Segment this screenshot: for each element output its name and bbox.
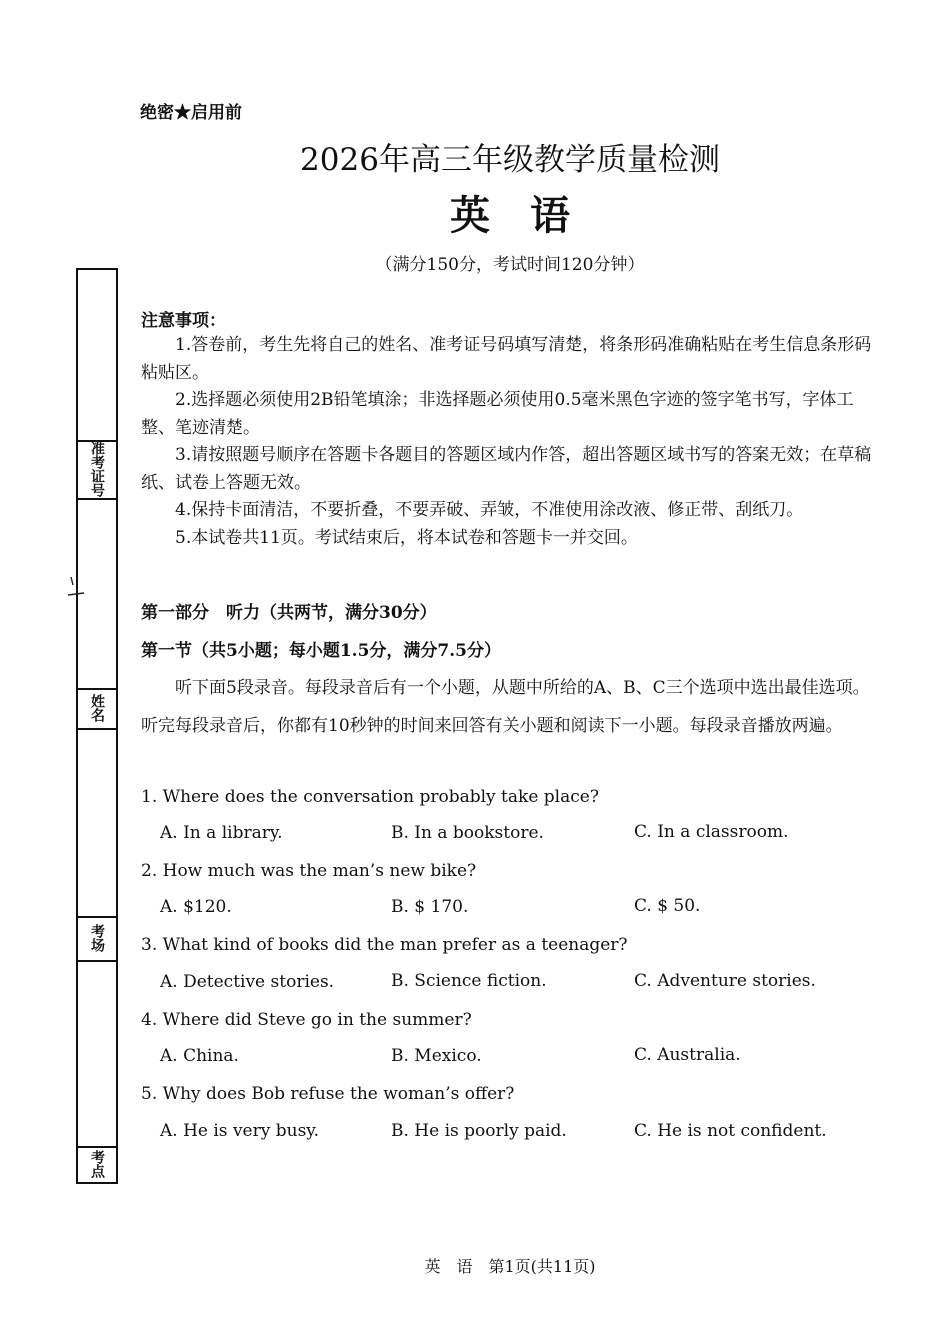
question-text: 2. How much was the man’s new bike?	[141, 861, 477, 881]
option-b: B. He is poorly paid.	[391, 1121, 567, 1141]
pencil-mark	[62, 575, 92, 605]
option-c: C. He is not confident.	[634, 1121, 827, 1141]
note-item: 3.请按照题号顺序在答题卡各题目的答题区域内作答，超出答题区域书写的答案无效；在草稿纸、试卷上答题无效。	[141, 445, 872, 493]
confidential-label: 绝密★启用前	[140, 103, 242, 123]
section-instructions: 听下面5段录音。每段录音后有一个小题，从题中所给的A、B、C三个选项中选出最佳选项。听完每段录音后，你都有10秒钟的时间来回答有关小题和阅读下一小题。每段录音播放两遍。	[141, 678, 870, 736]
option-a: A. He is very busy.	[160, 1121, 320, 1141]
option-c: C. Adventure stories.	[634, 971, 816, 991]
strip-label-exam-id: 准考证号	[89, 441, 105, 497]
notes-list	[141, 332, 881, 552]
strip-label-exam-room: 考场	[89, 924, 105, 952]
note-item: 5.本试卷共11页。考试结束后，将本试卷和答题卡一并交回。	[175, 527, 638, 548]
strip-divider	[78, 960, 116, 962]
option-b: B. Science fiction.	[391, 971, 547, 991]
option-b: B. In a bookstore.	[391, 823, 544, 843]
option-c: C. $ 50.	[634, 896, 701, 916]
question-text: 4. Where did Steve go in the summer?	[141, 1010, 472, 1030]
note-item: 4.保持卡面清洁，不要折叠，不要弄破、弄皱，不准使用涂改液、修正带、刮纸刀。	[175, 500, 804, 520]
option-a: A. Detective stories.	[160, 972, 335, 992]
notes-heading: 注意事项：	[141, 311, 226, 331]
strip-label-name: 姓名	[89, 694, 105, 722]
exam-title: 2026年高三年级教学质量检测	[300, 142, 720, 178]
exam-info: （满分150分，考试时间120分钟）	[375, 255, 645, 275]
strip-divider	[78, 728, 116, 730]
option-c: C. Australia.	[634, 1045, 741, 1065]
question-text: 5. Why does Bob refuse the woman’s offer?	[141, 1084, 515, 1104]
page-footer: 英 语 第1页(共11页)	[424, 1257, 596, 1276]
binding-strip	[76, 268, 118, 1184]
question-text: 1. Where does the conversation probably take place?	[141, 787, 599, 807]
option-a: A. $120.	[160, 897, 232, 917]
note-item: 2.选择题必须使用2B铅笔填涂；非选择题必须使用0.5毫米黑色字迹的签字笔书写，字体工整、笔迹清楚。	[141, 390, 854, 438]
note-item: 1.答卷前，考生先将自己的姓名、准考证号码填写清楚，将条形码准确粘贴在考生信息条形码粘贴区。	[141, 335, 872, 383]
part-heading: 第一部分 听力（共两节，满分30分）	[141, 603, 437, 623]
question-text: 3. What kind of books did the man prefer as a teenager?	[141, 935, 628, 955]
option-a: A. China.	[160, 1046, 239, 1066]
option-b: B. $ 170.	[391, 897, 469, 917]
option-b: B. Mexico.	[391, 1046, 482, 1066]
section-heading: 第一节（共5小题；每小题1.5分，满分7.5分）	[141, 641, 501, 661]
strip-divider	[78, 498, 116, 500]
strip-label-exam-site: 考点	[89, 1150, 105, 1178]
option-a: A. In a library.	[160, 823, 283, 843]
subject-title: 英语	[450, 192, 610, 239]
option-c: C. In a classroom.	[634, 822, 789, 842]
